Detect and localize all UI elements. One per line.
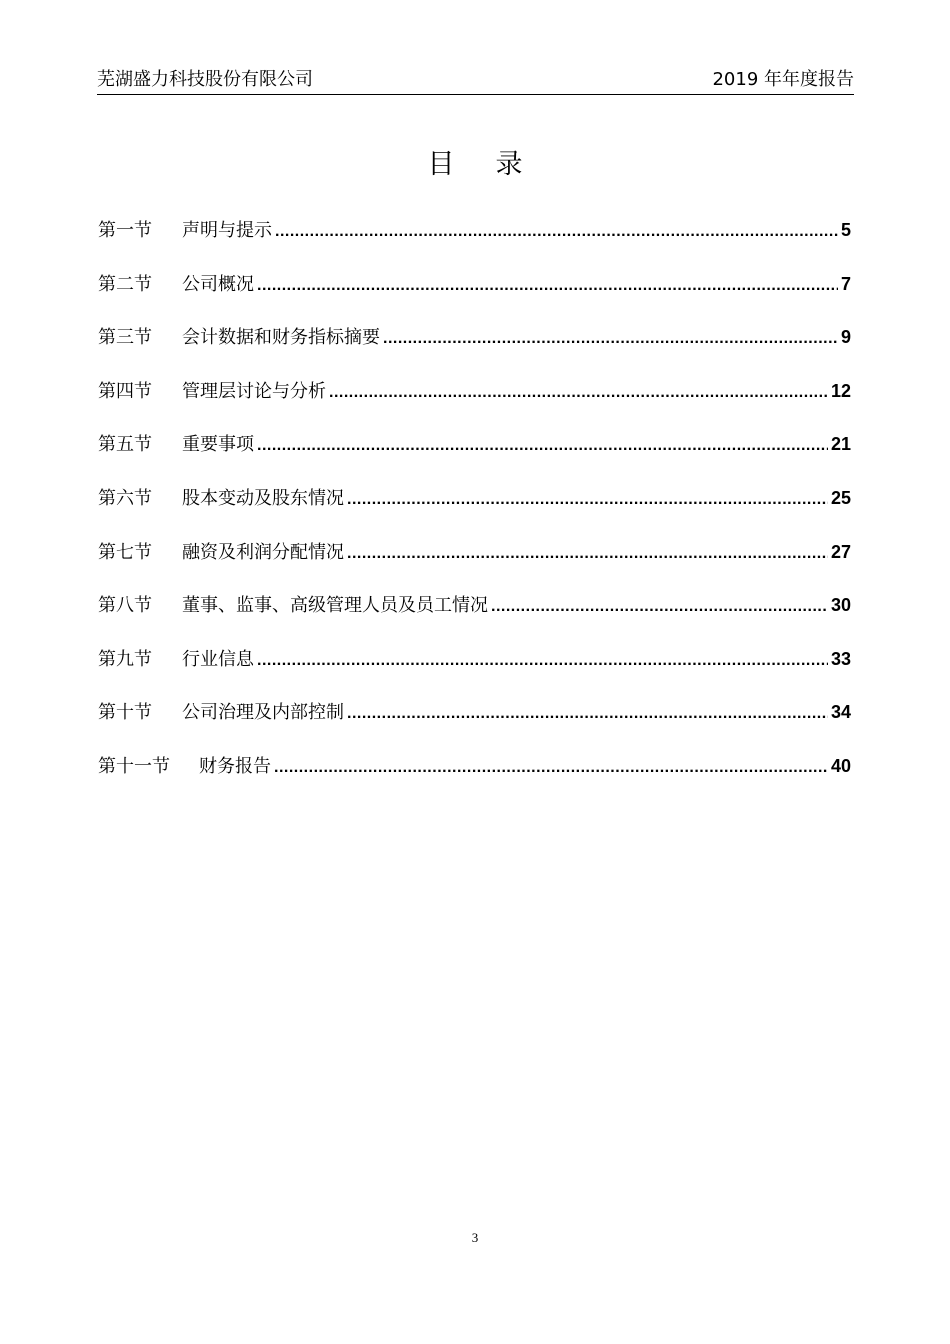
toc-leader-dots bbox=[257, 430, 828, 462]
toc-entry-section-5[interactable] bbox=[98, 428, 851, 482]
page-header bbox=[97, 66, 854, 95]
toc-section-number: 第六节 bbox=[98, 487, 152, 509]
toc-section-title: 重要事项 bbox=[182, 434, 254, 456]
toc-section-title: 行业信息 bbox=[182, 648, 254, 670]
toc-section-number: 第二节 bbox=[98, 273, 152, 295]
toc-entry-section-2[interactable] bbox=[98, 268, 851, 322]
toc-page-number: 27 bbox=[830, 541, 851, 562]
toc-title: 目 录 bbox=[427, 149, 539, 180]
toc-section-number: 第三节 bbox=[98, 327, 152, 349]
toc-entry-section-9[interactable] bbox=[98, 643, 851, 697]
header-report-title: 2019 年年度报告 bbox=[712, 69, 854, 90]
page-number: 3 bbox=[471, 1230, 479, 1245]
toc-section-title: 公司治理及内部控制 bbox=[182, 702, 344, 724]
toc-entry-section-7[interactable] bbox=[98, 536, 851, 590]
toc-page-number: 9 bbox=[840, 327, 851, 348]
toc-section-title: 管理层讨论与分析 bbox=[182, 380, 326, 402]
toc-leader-dots bbox=[347, 698, 828, 730]
toc-entry-section-3[interactable] bbox=[98, 321, 851, 375]
toc-section-number: 第八节 bbox=[98, 595, 152, 617]
toc-section-number: 第一节 bbox=[98, 220, 152, 241]
header-company-name: 芜湖盛力科技股份有限公司 bbox=[97, 69, 313, 90]
toc-page-number: 7 bbox=[840, 273, 851, 294]
toc-leader-dots bbox=[274, 752, 828, 784]
toc-section-number: 第七节 bbox=[98, 541, 152, 563]
toc-leader-dots bbox=[329, 377, 828, 409]
toc-section-title: 声明与提示 bbox=[182, 220, 272, 241]
toc-leader-dots bbox=[257, 645, 828, 677]
toc-page-number: 33 bbox=[830, 648, 851, 669]
toc-section-number: 第九节 bbox=[98, 648, 152, 670]
toc-page-number: 34 bbox=[830, 702, 851, 723]
toc-section-number: 第十一节 bbox=[98, 755, 170, 777]
toc-section-title: 会计数据和财务指标摘要 bbox=[182, 327, 380, 349]
toc-section-title: 股本变动及股东情况 bbox=[182, 487, 344, 509]
toc-leader-dots bbox=[257, 270, 838, 302]
toc-section-title: 公司概况 bbox=[182, 273, 254, 295]
toc-section-title: 董事、监事、高级管理人员及员工情况 bbox=[182, 595, 488, 617]
toc-entry-section-8[interactable] bbox=[98, 589, 851, 643]
toc-section-title: 财务报告 bbox=[199, 755, 271, 777]
toc-entry-section-10[interactable] bbox=[98, 696, 851, 750]
toc-page-number: 25 bbox=[830, 487, 851, 508]
toc-leader-dots bbox=[347, 484, 828, 516]
table-of-contents bbox=[98, 214, 851, 804]
toc-page-number: 5 bbox=[840, 220, 851, 240]
toc-leader-dots bbox=[383, 323, 838, 355]
toc-section-number: 第十节 bbox=[98, 702, 152, 724]
toc-leader-dots bbox=[347, 538, 828, 570]
toc-leader-dots bbox=[491, 591, 828, 623]
toc-leader-dots bbox=[275, 216, 838, 248]
toc-page-number: 30 bbox=[830, 595, 851, 616]
toc-page-number: 40 bbox=[830, 755, 851, 776]
toc-page-number: 21 bbox=[830, 434, 851, 455]
toc-section-number: 第四节 bbox=[98, 380, 152, 402]
toc-entry-section-4[interactable] bbox=[98, 375, 851, 429]
toc-entry-section-1[interactable] bbox=[98, 214, 851, 268]
toc-entry-section-11[interactable] bbox=[98, 750, 851, 804]
toc-entry-section-6[interactable] bbox=[98, 482, 851, 536]
toc-section-title: 融资及利润分配情况 bbox=[182, 541, 344, 563]
toc-page-number: 12 bbox=[830, 380, 851, 401]
toc-section-number: 第五节 bbox=[98, 434, 152, 456]
